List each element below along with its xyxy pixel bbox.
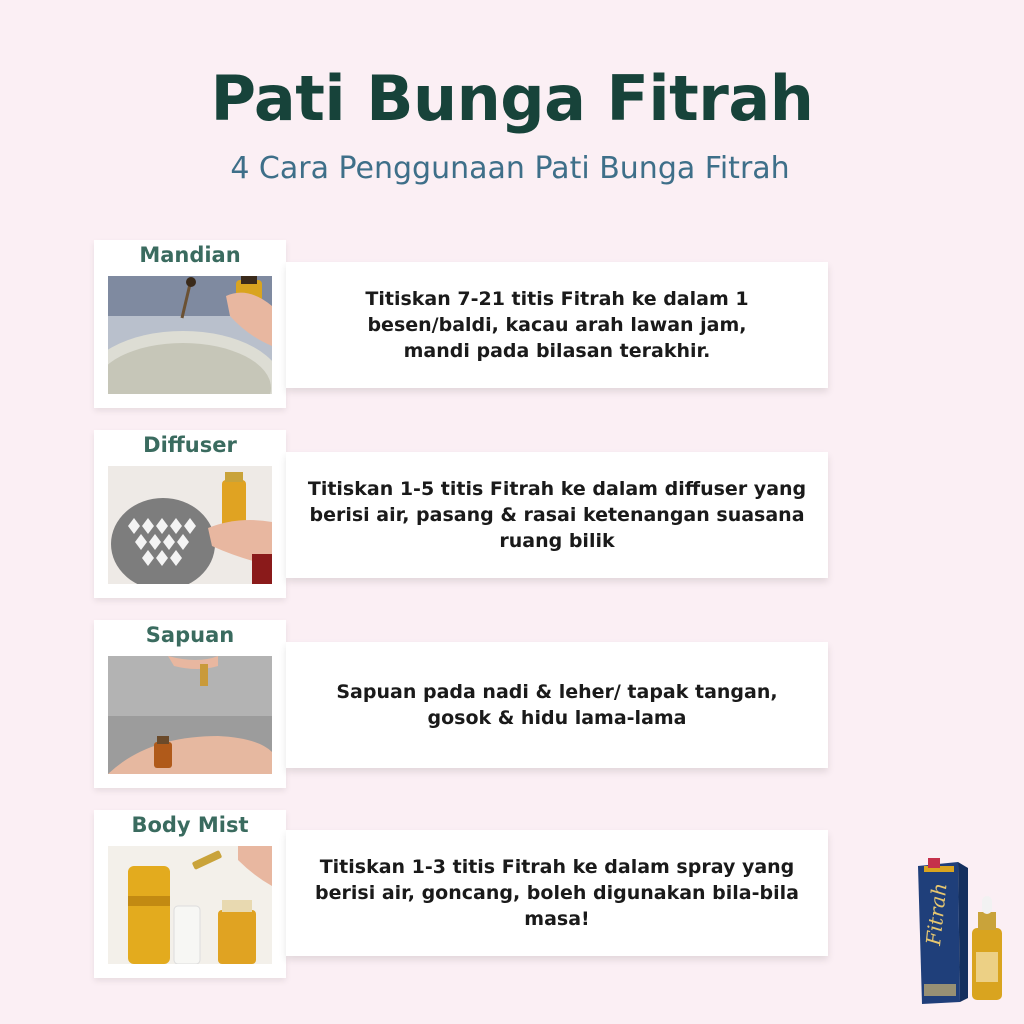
- method-card-body-mist: [94, 810, 286, 978]
- method-label: Sapuan: [145, 623, 235, 647]
- method-card-sapuan: [94, 620, 286, 788]
- method-label: Diffuser: [143, 433, 237, 457]
- method-text-box: [286, 830, 828, 956]
- method-label: Mandian: [139, 243, 241, 267]
- method-card-diffuser: [94, 430, 286, 598]
- method-text-box: [286, 452, 828, 578]
- bath-basin-dropper-photo: [108, 276, 272, 394]
- method-text: Titiskan 1-5 titis Fitrah ke dalam diffuser yang berisi air, pasang & rasai ketenangan suasana ruang bilik: [307, 478, 807, 552]
- method-text-box: [286, 262, 828, 388]
- dropper-hand-photo: [108, 656, 272, 774]
- svg-text:Fitrah: Fitrah: [921, 881, 952, 947]
- diffuser-bottle-photo: [108, 466, 272, 584]
- method-text: Titiskan 7-21 titis Fitrah ke dalam 1 besen/baldi, kacau arah lawan jam, mandi pada bilasan terakhir.: [365, 288, 749, 362]
- method-text: Titiskan 1-3 titis Fitrah ke dalam spray yang berisi air, goncang, boleh digunakan bila-bila masa!: [315, 856, 799, 930]
- method-card-mandian: [94, 240, 286, 408]
- method-text-box: [286, 642, 828, 768]
- page-title: Pati Bunga Fitrah: [210, 62, 814, 135]
- product-box-bottle-icon: [910, 856, 1014, 1006]
- method-text: Sapuan pada nadi & leher/ tapak tangan, gosok & hidu lama-lama: [336, 681, 778, 729]
- method-label: Body Mist: [131, 813, 249, 837]
- spray-bottles-photo: [108, 846, 272, 964]
- page-subtitle: 4 Cara Penggunaan Pati Bunga Fitrah: [230, 151, 790, 186]
